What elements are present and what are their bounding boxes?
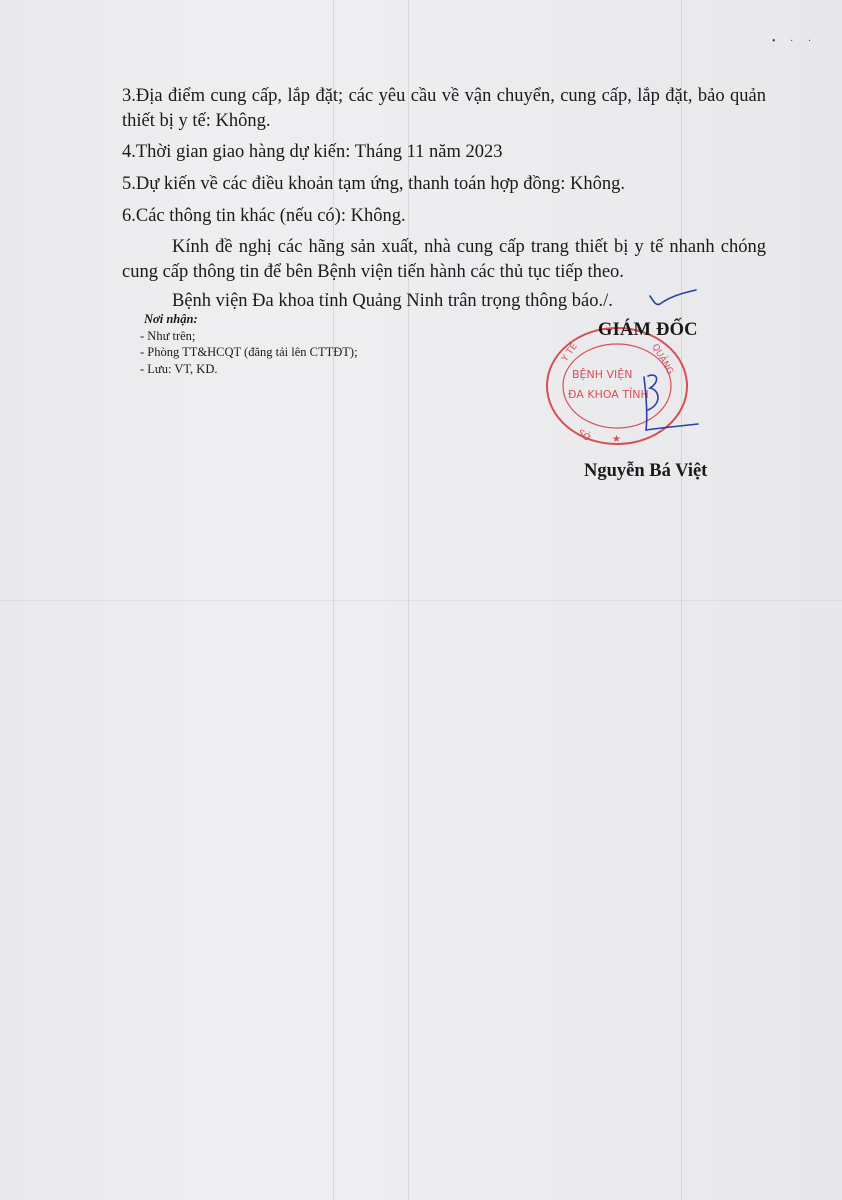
closing-line: Bệnh viện Đa khoa tỉnh Quảng Ninh trân trọng thông báo./. <box>172 291 613 311</box>
recipients-block <box>140 311 358 377</box>
recipients-title: Nơi nhận: <box>144 312 198 326</box>
item-5: 5.Dự kiến về các điều khoản tạm ứng, thanh toán hợp đồng: Không. <box>122 174 626 194</box>
recipient-item: - Phòng TT&HCQT (đăng tải lên CTTĐT); <box>140 345 358 359</box>
item-6: 6.Các thông tin khác (nếu có): Không. <box>122 206 406 226</box>
recipient-item: - Lưu: VT, KD. <box>140 361 218 376</box>
signer-title: GIÁM ĐỐC <box>598 320 698 340</box>
stamp-star-icon: ★ <box>612 434 621 445</box>
scan-mark: • · · <box>772 36 818 47</box>
request-paragraph: Kính đề nghị các hãng sản xuất, nhà cung cấp trang thiết bị y tế nhanh chóng cung cấp thông tin để bên Bệnh viện tiến hành các thủ tục tiếp theo. <box>122 237 766 282</box>
signer-name: Nguyễn Bá Việt <box>584 461 708 481</box>
fold-line <box>0 600 842 601</box>
item-4: 4.Thời gian giao hàng dự kiến: Tháng 11 năm 2023 <box>122 142 503 162</box>
recipient-item: - Như trên; <box>140 328 196 343</box>
stamp-ring-text: QUẢNG <box>649 342 675 377</box>
item-3: 3.Địa điểm cung cấp, lắp đặt; các yêu cầu về vận chuyển, cung cấp, lắp đặt, bảo quản thiết bị y tế: Không. <box>122 86 766 131</box>
stamp-ring-text: Y TẾ <box>560 341 580 364</box>
stamp-text-line2: ĐA KHOA TỈNH <box>568 388 649 401</box>
stamp-text-line1: BỆNH VIỆN <box>572 368 633 381</box>
stamp-ring-text: SỞ <box>575 428 593 445</box>
